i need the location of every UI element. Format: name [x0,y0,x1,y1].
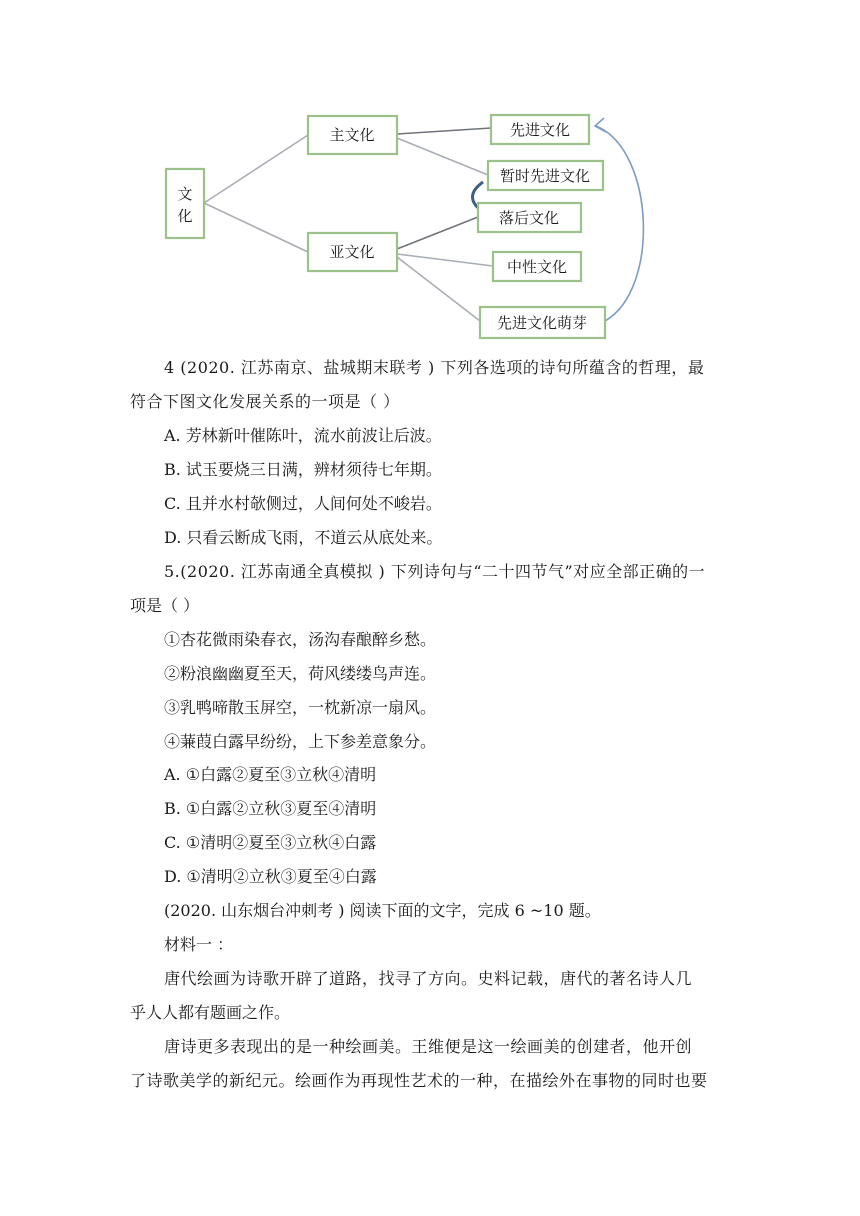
q5-poem-1: ①杏花微雨染春衣，汤沟春酿醉乡愁。 [164,630,437,649]
q4-option-c: C. 且并水村欹侧过，人间何处不峻岩。 [164,494,442,513]
q4-stem-line2: 符合下图文化发展关系的一项是（ ） [130,392,400,411]
node-root-label-top: 文 [177,185,193,203]
material-label: 材料一 ： [164,935,234,954]
q5-poem-4: ④蒹葭白露早纷纷，上下参差意象分。 [164,732,437,751]
q5-option-c: C. ①清明②夏至③立秋④白露 [164,833,377,852]
svg-text:亚文化: 亚文化 [329,243,375,261]
svg-text:先进文化: 先进文化 [509,121,571,139]
passage-p1-line2: 乎人人都有题画之作。 [130,1003,291,1022]
q4-stem-line1: 4 (2020. 江苏南京、盐城期末联考 ) 下列各选项的诗句所蕴含的哲理，最 [164,358,705,377]
q5-poem-2: ②粉浪幽幽夏至天，荷风缕缕鸟声连。 [164,664,437,683]
q5-option-a: A. ①白露②夏至③立秋④清明 [164,765,377,784]
passage-p2-line1: 唐诗更多表现出的是一种绘画美。王维便是这一绘画美的创建者，他开创 [164,1037,693,1056]
q5-stem-line1: 5.(2020. 江苏南通全真模拟 ) 下列诗句与“二十四节气”对应全部正确的一 [164,562,706,581]
svg-text:中性文化: 中性文化 [506,258,568,276]
q4-option-d: D. 只看云断成飞雨，不道云从底处来。 [164,528,443,547]
svg-text:落后文化: 落后文化 [498,209,560,227]
q5-poem-3: ③乳鸭啼散玉屏空，一枕新凉一扇风。 [164,698,437,717]
node-root-label-bottom: 化 [177,207,193,225]
svg-text:先进文化萌芽: 先进文化萌芽 [496,314,588,332]
passage-p2-line2: 了诗歌美学的新纪元。绘画作为再现性艺术的一种，在描绘外在事物的同时也要 [130,1071,708,1090]
svg-text:暂时先进文化: 暂时先进文化 [499,167,591,185]
q5-stem-line2: 项是（ ） [130,596,200,615]
q4-option-b: B. 试玉要烧三日满，辨材须待七年期。 [164,460,442,479]
svg-text:主文化: 主文化 [329,126,375,144]
q4-option-a: A. 芳林新叶催陈叶，流水前波让后波。 [164,426,442,445]
q5-option-d: D. ①清明②立秋③夏至④白露 [164,867,377,886]
q5-option-b: B. ①白露②立秋③夏至④清明 [164,799,377,818]
passage-p1-line1: 唐代绘画为诗歌开辟了道路，找寻了方向。史料记载，唐代的著名诗人几 [164,969,693,988]
passage-intro: (2020. 山东烟台冲刺考 ) 阅读下面的文字，完成 6 ~10 题。 [164,901,601,920]
